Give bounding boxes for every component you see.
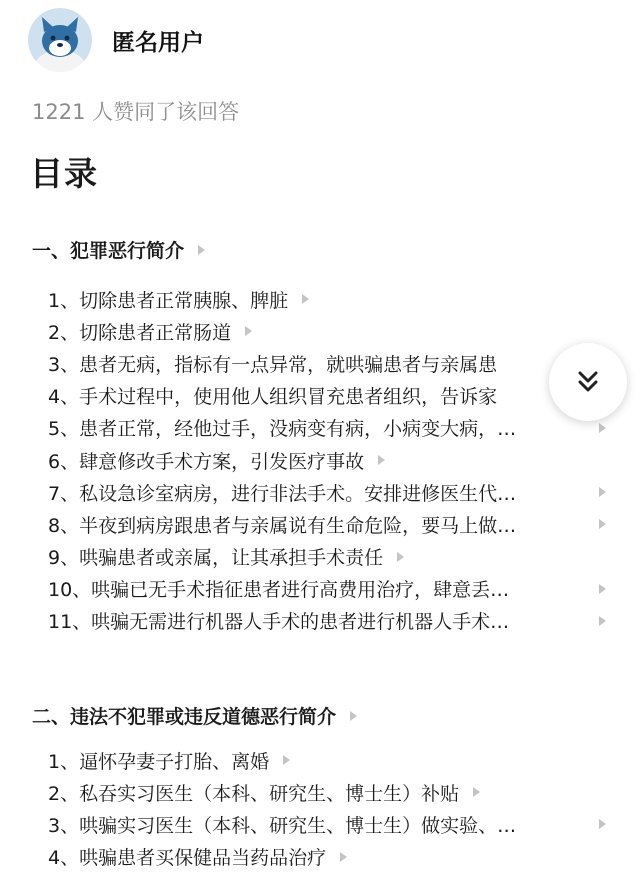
avatar[interactable]	[28, 8, 92, 72]
toc-item[interactable]: 2、私吞实习医生（本科、研究生、博士生）补贴	[48, 776, 608, 808]
arrow-right-icon	[302, 294, 309, 304]
toc-list-section-1	[48, 283, 608, 637]
toc-item[interactable]: 6、肆意修改手术方案，引发医疗事故	[48, 444, 608, 476]
toc-item[interactable]: 4、哄骗患者买保健品当药品治疗	[48, 841, 608, 873]
toc-item[interactable]: 10、哄骗已无手术指征患者进行高费用治疗，肆意丢…	[48, 573, 608, 605]
arrow-right-icon	[350, 711, 357, 721]
arrow-right-icon	[599, 616, 606, 626]
anonymous-mascot-avatar-icon	[28, 8, 92, 72]
arrow-right-icon	[599, 519, 606, 529]
toc-item[interactable]: 9、哄骗患者或亲属，让其承担手术责任	[48, 541, 608, 573]
toc-item[interactable]: 1、逼怀孕妻子打胎、离婚	[48, 744, 608, 776]
author-header[interactable]	[28, 8, 204, 72]
author-name[interactable]: 匿名用户	[112, 29, 204, 56]
toc-item[interactable]: 2、切除患者正常肠道	[48, 315, 608, 347]
arrow-right-icon	[599, 423, 606, 433]
toc-item[interactable]: 5、患者正常，经他过手，没病变有病，小病变大病，…	[48, 412, 608, 444]
arrow-right-icon	[198, 245, 205, 255]
scroll-down-button[interactable]	[549, 343, 627, 421]
toc-section-title: 二、违法不犯罪或违反道德恶行简介	[32, 706, 337, 728]
arrow-right-icon	[245, 326, 252, 336]
upvote-count: 1221 人赞同了该回答	[32, 100, 240, 124]
toc-section-title: 一、犯罪恶行简介	[32, 240, 185, 262]
toc-list-section-2	[48, 744, 608, 873]
arrow-right-icon	[599, 819, 606, 829]
arrow-right-icon	[397, 552, 404, 562]
toc-item[interactable]: 3、哄骗实习医生（本科、研究生、博士生）做实验、…	[48, 808, 608, 840]
arrow-right-icon	[599, 584, 606, 594]
arrow-right-icon	[283, 755, 290, 765]
toc-section-2[interactable]	[32, 702, 357, 729]
toc-item[interactable]: 1、切除患者正常胰腺、脾脏	[48, 283, 608, 315]
toc-item[interactable]: 7、私设急诊室病房，进行非法手术。安排进修医生代…	[48, 476, 608, 508]
toc-section-1[interactable]	[32, 236, 205, 263]
toc-title: 目录	[30, 154, 98, 193]
toc-item[interactable]: 4、手术过程中，使用他人组织冒充患者组织，告诉家	[48, 386, 498, 409]
double-chevron-down-icon	[575, 370, 601, 394]
arrow-right-icon	[473, 787, 480, 797]
arrow-right-icon	[378, 455, 385, 465]
arrow-right-icon	[340, 852, 347, 862]
toc-item[interactable]: 3、患者无病，指标有一点异常，就哄骗患者与亲属患	[48, 353, 498, 376]
toc-item[interactable]: 8、半夜到病房跟患者与亲属说有生命危险，要马上做…	[48, 508, 608, 540]
arrow-right-icon	[599, 487, 606, 497]
toc-item[interactable]: 11、哄骗无需进行机器人手术的患者进行机器人手术…	[48, 605, 608, 637]
